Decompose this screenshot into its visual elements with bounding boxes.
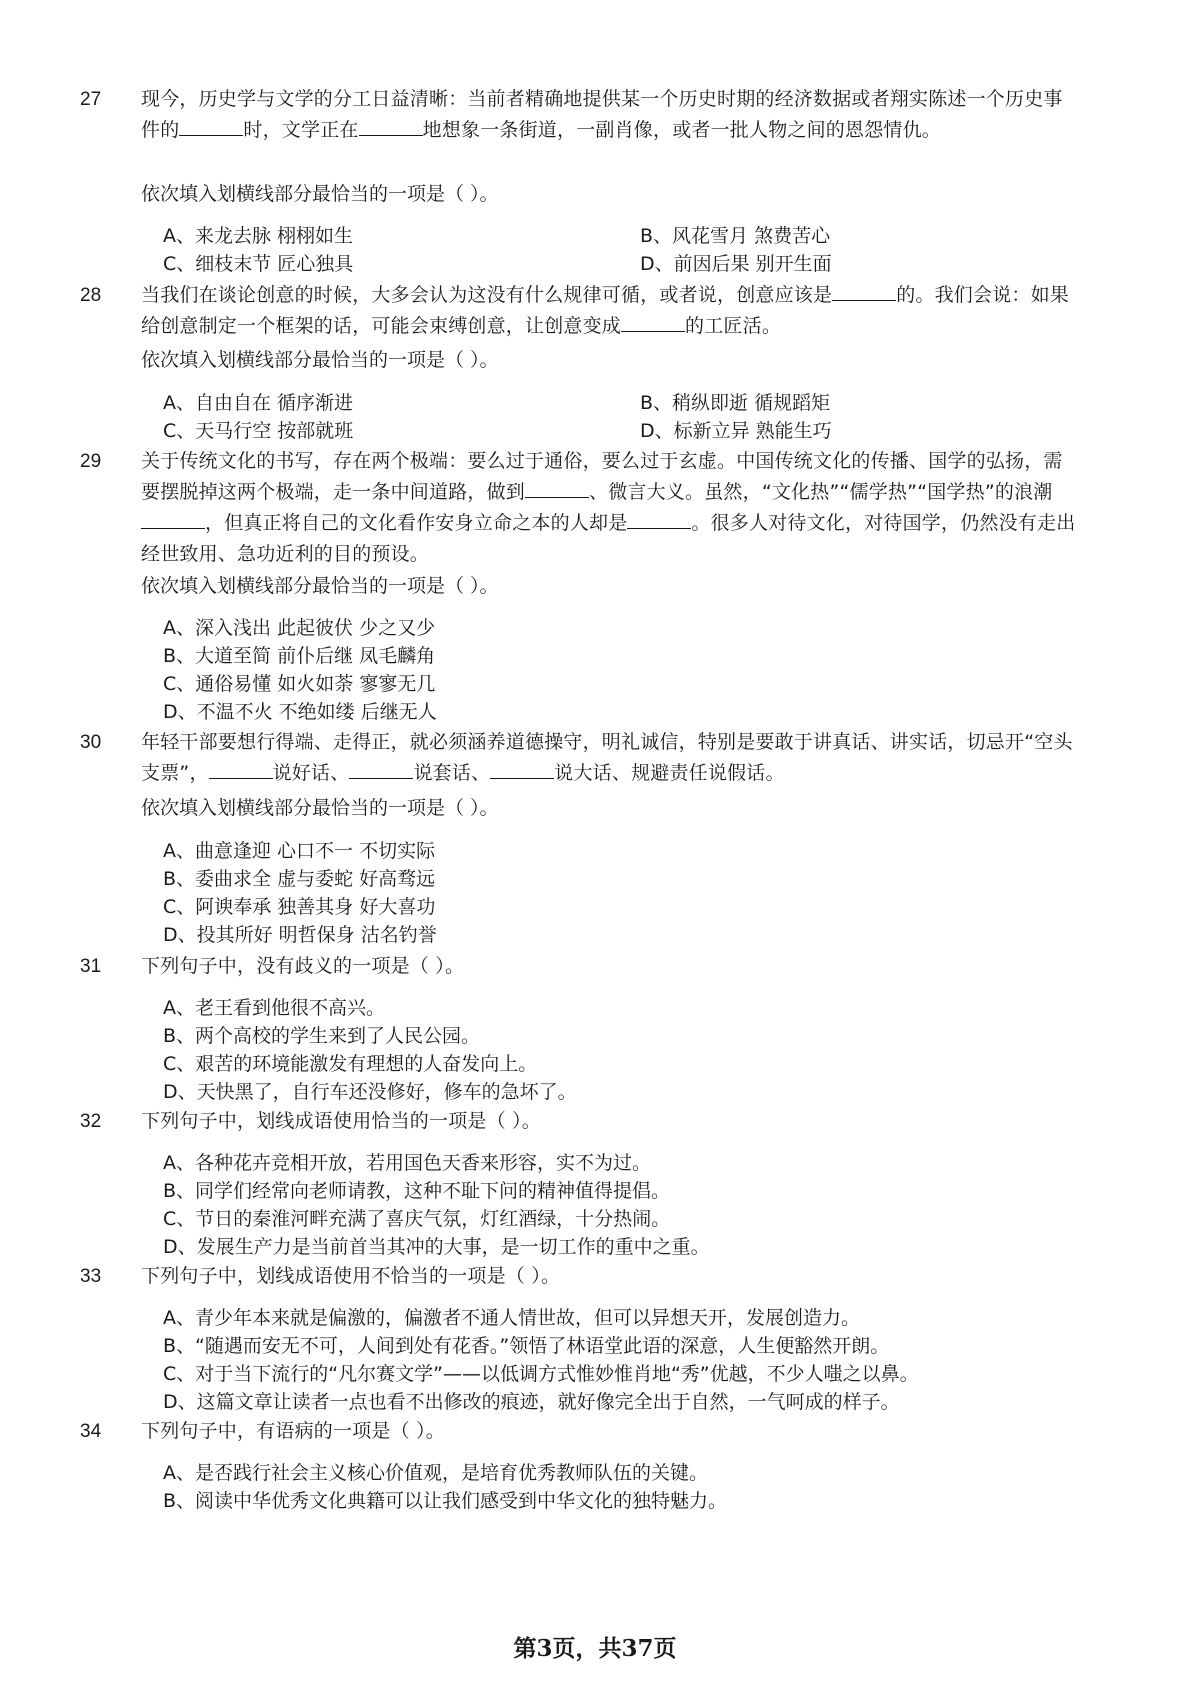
question-stem: 下列句子中，有语病的一项是（ ）。	[141, 1420, 445, 1442]
option-a[interactable]: A、是否践行社会主义核心价值观，是培育优秀教师队伍的关键。	[163, 1462, 708, 1484]
question-stem: 关于传统文化的书写，存在两个极端：要么过于通俗，要么过于玄虚。中国传统文化的传播、国学的弘扬，需要摆脱掉这两个极端，走一条中间道路，做到 、微言大义。虽然，“文化热”“儒学热”“国学热”的浪潮，但真正将自己的文化看作安身立命之本的人却是 。很多人对待文化，对待国学，仍然没有走出经世致用、急功近利的目的预设。	[141, 450, 1076, 565]
option-d[interactable]: D、这篇文章让读者一点也看不出修改的痕迹，就好像完全出于自然，一气呵成的样子。	[163, 1391, 900, 1413]
fill-blank	[490, 760, 554, 779]
question-number: 29	[80, 451, 102, 472]
option-b[interactable]: B、阅读中华优秀文化典籍可以让我们感受到中华文化的独特魅力。	[163, 1490, 728, 1512]
option-d[interactable]: D、前因后果 别开生面	[640, 253, 832, 275]
fill-blank	[141, 510, 205, 529]
option-b[interactable]: B、风花雪月 煞费苦心	[640, 225, 831, 247]
question-prompt: 依次填入划横线部分最恰当的一项是（ ）。	[141, 575, 499, 597]
option-c[interactable]: C、细枝末节 匠心独具	[163, 253, 354, 275]
question-prompt: 依次填入划横线部分最恰当的一项是（ ）。	[141, 349, 499, 371]
question-stem: 下列句子中，划线成语使用不恰当的一项是（ ）。	[141, 1265, 561, 1287]
question-number: 34	[80, 1421, 102, 1442]
question-stem: 现今，历史学与文学的分工日益清晰：当前者精确地提供某一个历史时期的经济数据或者翔实陈述一个历史事件的 时，文学正在 地想象一条街道，一副肖像，或者一批人物之间的恩怨情仇。	[141, 88, 1063, 141]
question-number: 30	[80, 732, 102, 753]
option-c[interactable]: C、节日的秦淮河畔充满了喜庆气氛，灯红酒绿，十分热闹。	[163, 1208, 671, 1230]
fill-blank	[832, 282, 896, 301]
option-a[interactable]: A、老王看到他很不高兴。	[163, 997, 385, 1019]
fill-blank	[349, 760, 413, 779]
option-b[interactable]: B、两个高校的学生来到了人民公园。	[163, 1025, 481, 1047]
option-b[interactable]: B、委曲求全 虚与委蛇 好高骛远	[163, 868, 436, 890]
option-a[interactable]: A、曲意逢迎 心口不一 不切实际	[163, 840, 436, 862]
option-b[interactable]: B、稍纵即逝 循规蹈矩	[640, 392, 831, 414]
option-d[interactable]: D、标新立异 熟能生巧	[640, 420, 832, 442]
option-b[interactable]: B、“随遇而安无不可，人间到处有花香。”领悟了林语堂此语的深意，人生便豁然开朗。	[163, 1335, 890, 1357]
question-number: 33	[80, 1266, 102, 1287]
question-number: 27	[80, 89, 102, 110]
option-a[interactable]: A、各种花卉竞相开放，若用国色天香来形容，实不为过。	[163, 1152, 651, 1174]
question-stem: 年轻干部要想行得端、走得正，就必须涵养道德操守，明礼诚信，特别是要敢于讲真话、讲实话，切忌开“空头支票”， 说好话、 说套话、 说大话、规避责任说假话。	[141, 731, 1073, 784]
question-number: 28	[80, 285, 102, 306]
question-number: 31	[80, 956, 102, 977]
fill-blank	[209, 760, 273, 779]
fill-blank	[359, 117, 423, 136]
option-c[interactable]: C、对于当下流行的“凡尔赛文学”——以低调方式惟妙惟肖地“秀”优越，不少人嗤之以鼻。	[163, 1363, 919, 1385]
fill-blank	[525, 479, 589, 498]
option-a[interactable]: A、青少年本来就是偏激的，偏激者不通人情世故，但可以异想天开，发展创造力。	[163, 1307, 860, 1329]
option-d[interactable]: D、不温不火 不绝如缕 后继无人	[163, 701, 437, 723]
question-number: 32	[80, 1111, 102, 1132]
option-c[interactable]: C、天马行空 按部就班	[163, 420, 354, 442]
question-prompt: 依次填入划横线部分最恰当的一项是（ ）。	[141, 797, 499, 819]
option-c[interactable]: C、艰苦的环境能激发有理想的人奋发向上。	[163, 1053, 538, 1075]
fill-blank	[627, 510, 691, 529]
option-b[interactable]: B、大道至简 前仆后继 凤毛麟角	[163, 645, 436, 667]
fill-blank	[179, 117, 243, 136]
page-footer: 第3页，共37页	[513, 1635, 677, 1662]
option-a[interactable]: A、来龙去脉 栩栩如生	[163, 225, 354, 247]
option-d[interactable]: D、发展生产力是当前首当其冲的大事，是一切工作的重中之重。	[163, 1236, 710, 1258]
option-a[interactable]: A、深入浅出 此起彼伏 少之又少	[163, 617, 436, 639]
fill-blank	[621, 313, 685, 332]
option-a[interactable]: A、自由自在 循序渐进	[163, 392, 354, 414]
option-d[interactable]: D、天快黑了，自行车还没修好，修车的急坏了。	[163, 1081, 577, 1103]
option-c[interactable]: C、通俗易懂 如火如荼 寥寥无几	[163, 673, 436, 695]
option-d[interactable]: D、投其所好 明哲保身 沽名钓誉	[163, 924, 437, 946]
question-stem: 当我们在谈论创意的时候，大多会认为这没有什么规律可循，或者说，创意应该是 的。我们会说：如果给创意制定一个框架的话，可能会束缚创意，让创意变成 的工匠活。	[141, 284, 1070, 337]
question-prompt: 依次填入划横线部分最恰当的一项是（ ）。	[141, 183, 499, 205]
option-b[interactable]: B、同学们经常向老师请教，这种不耻下问的精神值得提倡。	[163, 1180, 671, 1202]
question-stem: 下列句子中，划线成语使用恰当的一项是（ ）。	[141, 1110, 541, 1132]
question-stem: 下列句子中，没有歧义的一项是（ ）。	[141, 955, 465, 977]
option-c[interactable]: C、阿谀奉承 独善其身 好大喜功	[163, 896, 436, 918]
